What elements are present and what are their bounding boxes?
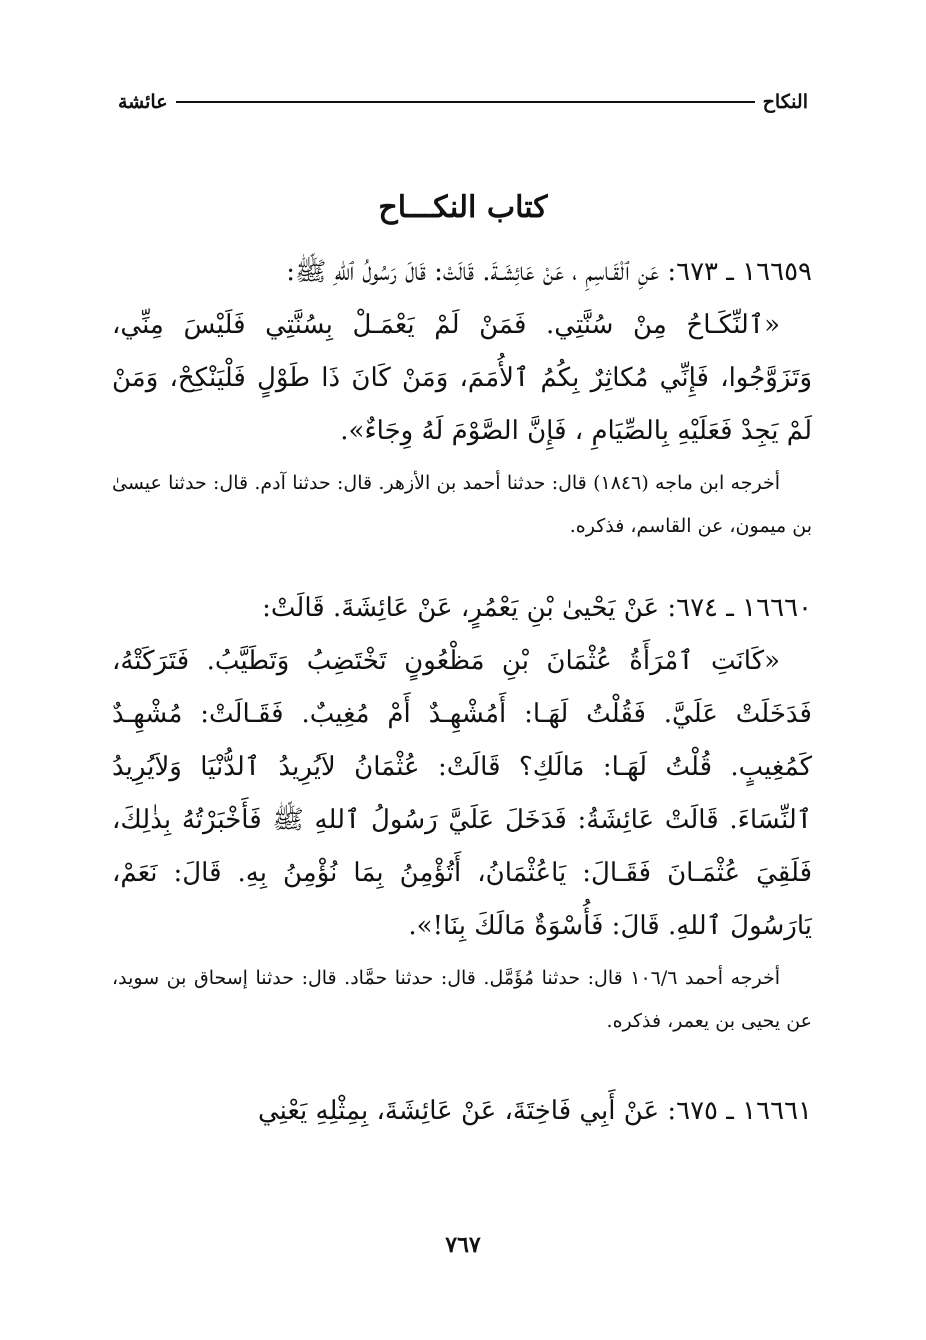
chapter-title: كتاب النكـــاح xyxy=(378,190,548,225)
header-narrator: عائشة xyxy=(118,91,168,113)
hadith-text: «ٱلنِّكَـاحُ مِنْ سُنَّتِي. فَمَنْ لَمْ يَعْمَـلْ بِسُنَّتِي فَلَيْسَ مِنِّي، وَتَزَوَّجُوا، فَإِنِّي مُكاثِرٌ بِكُمُ ٱلأُمَمَ، وَمَنْ كَانَ ذَا طَوْلٍ فَلْيَنْكِحْ، وَمَنْ لَمْ يَجِدْ فَعَلَيْهِ بِالصِّيَامِ ، فَإِنَّ الصَّوْمَ لَهُ وِجَاءٌ». xyxy=(112,310,813,446)
entry-separator xyxy=(112,1043,812,1085)
header-rule xyxy=(176,101,755,103)
running-header xyxy=(118,82,808,122)
hadith-intro: ١٦٦٥٩ ـ ٦٧٣: عَنِ ٱلْقَـاسِمِ ، عَنْ عَائِشَـةَ. قَالَتْ: قَالَ رَسُولُ ٱللهِ ﷺ: xyxy=(286,257,812,287)
hadith-takhrij: أخرجه ابن ماجه (١٨٤٦) قال: حدثنا أحمد بن الأزهر. قال: حدثنا آدم. قال: حدثنا عيسىٰ بن ميمون، عن القاسم، فذكره. xyxy=(112,472,812,537)
hadith-text: «كَانَتِ ٱمْرَأَةُ عُثْمَانَ بْنِ مَظْعُونٍ تَخْتَضِبُ وَتَطَيَّبُ. فَتَرَكَتْهُ، فَدَخَلَتْ عَلَيَّ. فَقُلْتُ لَهَـا: أَمُشْهِـدٌ أَمْ مُغِيبٌ. فَقَـالَتْ: مُشْهِـدٌ كَمُغِيبٍ. قُلْتُ لَهَـا: مَالَكِ؟ قَالَتْ: عُثْمَانُ لاَيُرِيدُ ٱلدُّنْيَا وَلاَيُرِيدُ ٱلنِّسَاءَ. قَالَتْ عَائِشَةُ: فَدَخَلَ عَلَيَّ رَسُولُ ٱللهِ ﷺ فَأَخْبَرْتُهُ بِذٰلِكَ، فَلَقِيَ عُثْمَـانَ فَقَـالَ: يَاعُثْمَانُ، أَتُؤْمِنُ بِمَا نُؤْمِنُ بِهِ. قَالَ: نَعَمْ، يَارَسُولَ ٱللهِ. قَالَ: فَأُسْوَةٌ مَالَكَ بِنَا!». xyxy=(112,646,812,941)
hadith-intro: ١٦٦٦١ ـ ٦٧٥: عَنْ أَبِي فَاخِتَةَ، عَنْ عَائِشَةَ، بِمِثْلِهِ يَعْنِي xyxy=(258,1096,812,1126)
hadith-takhrij: أخرجه أحمد ١٠٦/٦ قال: حدثنا مُؤَمَّل. قال: حدثنا حمَّاد. قال: حدثنا إسحاق بن سويد، عن يحيى بن يعمر، فذكره. xyxy=(112,967,812,1032)
page-number: ٧٦٧ xyxy=(445,1232,481,1258)
page-body xyxy=(112,246,812,1138)
hadith-intro: ١٦٦٦٠ ـ ٦٧٤: عَنْ يَحْيىٰ بْنِ يَعْمُرٍ، عَنْ عَائِشَةَ. قَالَتْ: xyxy=(262,593,812,623)
entry-separator xyxy=(112,548,812,582)
header-chapter: النكاح xyxy=(762,91,808,113)
